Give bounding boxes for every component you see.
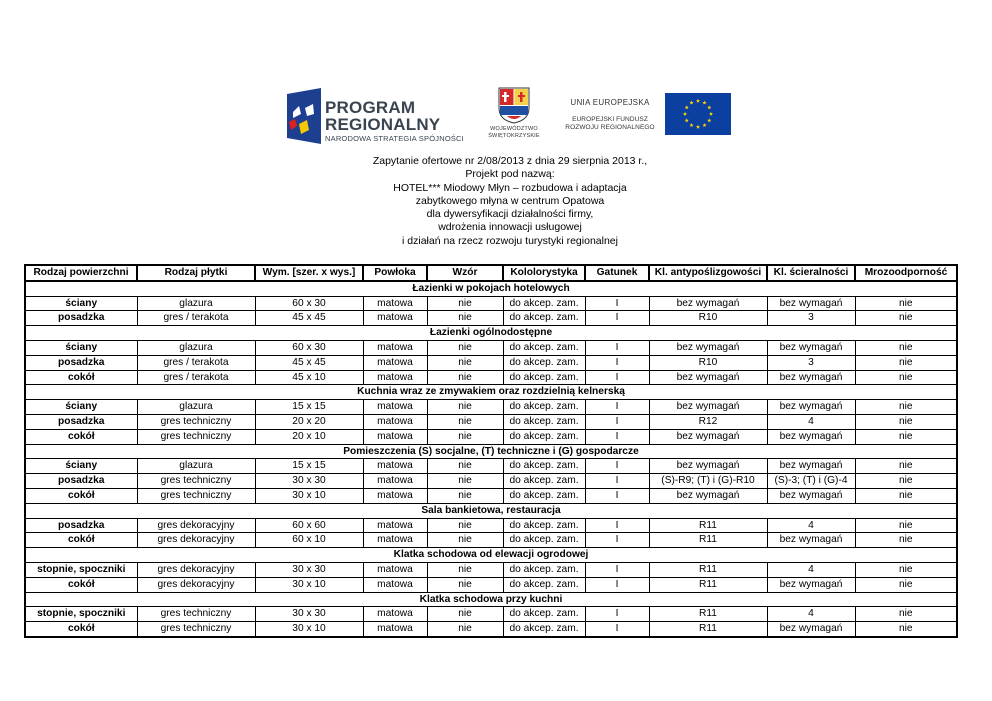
table-cell: do akcep. zam. (503, 340, 585, 355)
table-cell: R11 (649, 577, 767, 592)
region-logo-line1: WOJEWÓDZTWO (490, 126, 538, 132)
table-cell: I (585, 607, 649, 622)
eu-title: UNIA EUROPEJSKA (570, 98, 650, 107)
table-cell: posadzka (25, 355, 137, 370)
table-cell: nie (427, 355, 503, 370)
table-cell: 20 x 20 (255, 414, 363, 429)
table-cell: nie (855, 577, 957, 592)
table-cell: bez wymagań (767, 400, 855, 415)
table-cell: matowa (363, 311, 427, 326)
table-cell: bez wymagań (767, 622, 855, 637)
table-cell: matowa (363, 355, 427, 370)
column-header: Kl. ścieralności (767, 265, 855, 281)
table-cell: gres techniczny (137, 429, 255, 444)
table-cell: do akcep. zam. (503, 518, 585, 533)
table-cell: nie (427, 622, 503, 637)
table-row (25, 370, 957, 385)
table-cell: bez wymagań (649, 370, 767, 385)
table-cell: R11 (649, 607, 767, 622)
document-intro (300, 155, 720, 248)
table-cell: nie (427, 607, 503, 622)
table-cell: R10 (649, 311, 767, 326)
table-cell: R10 (649, 355, 767, 370)
table-cell: ściany (25, 296, 137, 311)
table-cell: 3 (767, 311, 855, 326)
table-cell: matowa (363, 296, 427, 311)
table-cell: nie (855, 488, 957, 503)
table-cell: bez wymagań (649, 488, 767, 503)
table-cell: gres / terakota (137, 311, 255, 326)
table-cell: cokół (25, 370, 137, 385)
table-cell: posadzka (25, 311, 137, 326)
table-cell: nie (855, 296, 957, 311)
table-row (25, 562, 957, 577)
table-cell: glazura (137, 296, 255, 311)
table-cell: nie (855, 400, 957, 415)
program-logo-line1: PROGRAM (325, 98, 416, 117)
table-cell: I (585, 296, 649, 311)
table-row (25, 518, 957, 533)
table-cell: 60 x 60 (255, 518, 363, 533)
table-cell: R11 (649, 622, 767, 637)
section-title: Łazienki w pokojach hotelowych (25, 281, 957, 296)
table-cell: matowa (363, 340, 427, 355)
table-cell: 30 x 10 (255, 577, 363, 592)
table-cell: do akcep. zam. (503, 414, 585, 429)
table-cell: gres techniczny (137, 622, 255, 637)
table-cell: matowa (363, 488, 427, 503)
table-cell: nie (427, 562, 503, 577)
table-cell: nie (855, 474, 957, 489)
table-cell: 45 x 10 (255, 370, 363, 385)
table-cell: 4 (767, 607, 855, 622)
table-cell: nie (427, 429, 503, 444)
table-cell: do akcep. zam. (503, 474, 585, 489)
table-cell: matowa (363, 370, 427, 385)
table-cell: do akcep. zam. (503, 533, 585, 548)
table-row (25, 355, 957, 370)
table-cell: matowa (363, 607, 427, 622)
table-cell: matowa (363, 622, 427, 637)
table-cell: gres techniczny (137, 414, 255, 429)
table-cell: nie (427, 311, 503, 326)
table-cell: glazura (137, 400, 255, 415)
section-header-row (25, 326, 957, 341)
table-cell: matowa (363, 533, 427, 548)
table-cell: nie (855, 518, 957, 533)
eu-fund-line1: EUROPEJSKI FUNDUSZ (572, 116, 648, 123)
table-cell: matowa (363, 459, 427, 474)
table-cell: stopnie, spoczniki (25, 562, 137, 577)
table-cell: I (585, 488, 649, 503)
section-title: Klatka schodowa od elewacji ogrodowej (25, 548, 957, 563)
section-header-row (25, 503, 957, 518)
table-cell: matowa (363, 414, 427, 429)
table-cell: matowa (363, 562, 427, 577)
table-cell: gres dekoracyjny (137, 533, 255, 548)
program-logo-line2: REGIONALNY (325, 115, 441, 134)
column-header: Mrozoodporność (855, 265, 957, 281)
table-cell: do akcep. zam. (503, 577, 585, 592)
table-cell: nie (855, 533, 957, 548)
table-cell: bez wymagań (767, 370, 855, 385)
section-title: Łazienki ogólnodostępne (25, 326, 957, 341)
table-row (25, 607, 957, 622)
table-cell: gres dekoracyjny (137, 577, 255, 592)
column-header: Powłoka (363, 265, 427, 281)
program-regionalny-emblem-icon (283, 86, 323, 146)
table-cell: 60 x 10 (255, 533, 363, 548)
table-cell: I (585, 355, 649, 370)
table-cell: ściany (25, 400, 137, 415)
table-cell: do akcep. zam. (503, 296, 585, 311)
table-cell: (S)-3; (T) i (G)-4 (767, 474, 855, 489)
program-logo-subtitle: NARODOWA STRATEGIA SPÓJNOŚCI (325, 134, 464, 143)
table-cell: bez wymagań (767, 429, 855, 444)
table-cell: do akcep. zam. (503, 622, 585, 637)
table-row (25, 533, 957, 548)
table-cell: nie (427, 296, 503, 311)
table-row (25, 414, 957, 429)
table-cell: stopnie, spoczniki (25, 607, 137, 622)
table-cell: nie (855, 370, 957, 385)
table-cell: bez wymagań (767, 577, 855, 592)
table-row (25, 296, 957, 311)
table-cell: I (585, 400, 649, 415)
section-title: Kuchnia wraz ze zmywakiem oraz rozdzielnią kelnerską (25, 385, 957, 400)
section-header-row (25, 385, 957, 400)
column-header: Rodzaj płytki (137, 265, 255, 281)
table-cell: 30 x 30 (255, 562, 363, 577)
table-cell: 60 x 30 (255, 340, 363, 355)
table-header-row (25, 265, 957, 281)
table-cell: I (585, 622, 649, 637)
table-cell: I (585, 474, 649, 489)
table-body (25, 281, 957, 637)
table-cell: I (585, 370, 649, 385)
table-cell: cokół (25, 622, 137, 637)
table-row (25, 622, 957, 637)
table-cell: 20 x 10 (255, 429, 363, 444)
table-cell: bez wymagań (767, 459, 855, 474)
table-cell: cokół (25, 533, 137, 548)
table-row (25, 311, 957, 326)
region-logo-line2: ŚWIĘTOKRZYSKIE (488, 132, 540, 139)
section-header-row (25, 281, 957, 296)
table-cell: bez wymagań (767, 488, 855, 503)
table-cell: do akcep. zam. (503, 488, 585, 503)
table-cell: 15 x 15 (255, 459, 363, 474)
table-cell: glazura (137, 459, 255, 474)
section-title: Sala bankietowa, restauracja (25, 503, 957, 518)
intro-line: HOTEL*** Miodowy Młyn – rozbudowa i adaptacja (393, 181, 627, 194)
table-cell: do akcep. zam. (503, 429, 585, 444)
table-cell: gres techniczny (137, 474, 255, 489)
table-cell: I (585, 459, 649, 474)
table-cell: cokół (25, 488, 137, 503)
column-header: Wzór (427, 265, 503, 281)
table-cell: ściany (25, 340, 137, 355)
table-cell: nie (427, 488, 503, 503)
table-cell: R11 (649, 518, 767, 533)
table-cell: gres techniczny (137, 488, 255, 503)
intro-line: Projekt pod nazwą: (465, 168, 555, 181)
table-cell: posadzka (25, 414, 137, 429)
section-title: Pomieszczenia (S) socjalne, (T) techniczne i (G) gospodarcze (25, 444, 957, 459)
table-cell: nie (427, 414, 503, 429)
table-cell: 30 x 10 (255, 622, 363, 637)
table-cell: nie (855, 340, 957, 355)
table-row (25, 577, 957, 592)
table-cell: 30 x 30 (255, 474, 363, 489)
table-cell: cokół (25, 577, 137, 592)
table-cell: 60 x 30 (255, 296, 363, 311)
table-cell: R12 (649, 414, 767, 429)
section-header-row (25, 592, 957, 607)
table-cell: 45 x 45 (255, 355, 363, 370)
table-cell: I (585, 533, 649, 548)
intro-line: wdrożenia innowacji usługowej (438, 221, 582, 234)
header-logos (0, 0, 992, 150)
column-header: Kololorystyka (503, 265, 585, 281)
table-cell: do akcep. zam. (503, 355, 585, 370)
table-cell: bez wymagań (767, 340, 855, 355)
table-cell: 15 x 15 (255, 400, 363, 415)
table-cell: do akcep. zam. (503, 370, 585, 385)
table-cell: do akcep. zam. (503, 562, 585, 577)
table-cell: I (585, 311, 649, 326)
table-cell: R11 (649, 533, 767, 548)
table-cell: nie (427, 370, 503, 385)
table-cell: matowa (363, 518, 427, 533)
table-cell: matowa (363, 429, 427, 444)
table-cell: matowa (363, 474, 427, 489)
table-cell: nie (855, 355, 957, 370)
column-header: Kl. antypoślizgowości (649, 265, 767, 281)
table-cell: do akcep. zam. (503, 459, 585, 474)
table-cell: bez wymagań (649, 340, 767, 355)
table-cell: nie (427, 474, 503, 489)
table-cell: I (585, 429, 649, 444)
table-cell: gres dekoracyjny (137, 518, 255, 533)
table-cell: do akcep. zam. (503, 400, 585, 415)
table-cell: nie (427, 459, 503, 474)
column-header: Rodzaj powierzchni (25, 265, 137, 281)
table-cell: nie (427, 577, 503, 592)
table-cell: gres techniczny (137, 607, 255, 622)
table-cell: bez wymagań (649, 429, 767, 444)
table-cell: 4 (767, 414, 855, 429)
eu-flag-icon (665, 93, 731, 135)
table-cell: (S)-R9; (T) i (G)-R10 (649, 474, 767, 489)
table-cell: nie (855, 562, 957, 577)
table-cell: 4 (767, 562, 855, 577)
table-cell: matowa (363, 577, 427, 592)
table-row (25, 474, 957, 489)
table-cell: I (585, 562, 649, 577)
table-cell: 3 (767, 355, 855, 370)
table-row (25, 400, 957, 415)
table-cell: do akcep. zam. (503, 607, 585, 622)
table-cell: matowa (363, 400, 427, 415)
table-cell: 45 x 45 (255, 311, 363, 326)
section-title: Klatka schodowa przy kuchni (25, 592, 957, 607)
table-row (25, 459, 957, 474)
table-cell: nie (855, 622, 957, 637)
intro-line: dla dywersyfikacji działalności firmy, (426, 208, 594, 221)
table-cell: 30 x 30 (255, 607, 363, 622)
table-cell: bez wymagań (767, 533, 855, 548)
table-cell: I (585, 518, 649, 533)
eu-logo-text (560, 98, 660, 132)
eu-fund-line2: ROZWOJU REGIONALNEGO (565, 124, 655, 131)
table-row (25, 429, 957, 444)
intro-line: i działań na rzecz rozwoju turystyki regionalnej (402, 234, 618, 247)
table-cell: R11 (649, 562, 767, 577)
table-cell: nie (855, 607, 957, 622)
table-cell: glazura (137, 340, 255, 355)
table-cell: ściany (25, 459, 137, 474)
table-cell: nie (427, 533, 503, 548)
column-header: Wym. [szer. x wys.] (255, 265, 363, 281)
table-cell: cokół (25, 429, 137, 444)
section-header-row (25, 548, 957, 563)
table-cell: bez wymagań (649, 296, 767, 311)
table-cell: bez wymagań (649, 459, 767, 474)
table-cell: nie (855, 311, 957, 326)
table-cell: I (585, 340, 649, 355)
tile-spec-table (24, 264, 958, 638)
table-cell: bez wymagań (767, 296, 855, 311)
table-cell: gres dekoracyjny (137, 562, 255, 577)
swietokrzyskie-logo (480, 86, 548, 144)
table-cell: nie (427, 518, 503, 533)
table-cell: gres / terakota (137, 370, 255, 385)
table-row (25, 340, 957, 355)
intro-line: zabytkowego młyna w centrum Opatowa (415, 194, 605, 207)
table-cell: nie (855, 414, 957, 429)
table-cell: nie (855, 459, 957, 474)
table-cell: do akcep. zam. (503, 311, 585, 326)
table-row (25, 488, 957, 503)
table-cell: I (585, 414, 649, 429)
table-cell: nie (427, 400, 503, 415)
table-cell: bez wymagań (649, 400, 767, 415)
table-cell: 4 (767, 518, 855, 533)
intro-line: Zapytanie ofertowe nr 2/08/2013 z dnia 29 sierpnia 2013 r., (372, 155, 648, 167)
table-cell: gres / terakota (137, 355, 255, 370)
program-regionalny-logo (283, 86, 473, 148)
column-header: Gatunek (585, 265, 649, 281)
table-cell: posadzka (25, 474, 137, 489)
voivodeship-coat-of-arms-icon (497, 86, 531, 124)
table-cell: I (585, 577, 649, 592)
table-cell: 30 x 10 (255, 488, 363, 503)
table-cell: nie (855, 429, 957, 444)
table-cell: posadzka (25, 518, 137, 533)
section-header-row (25, 444, 957, 459)
table-cell: nie (427, 340, 503, 355)
